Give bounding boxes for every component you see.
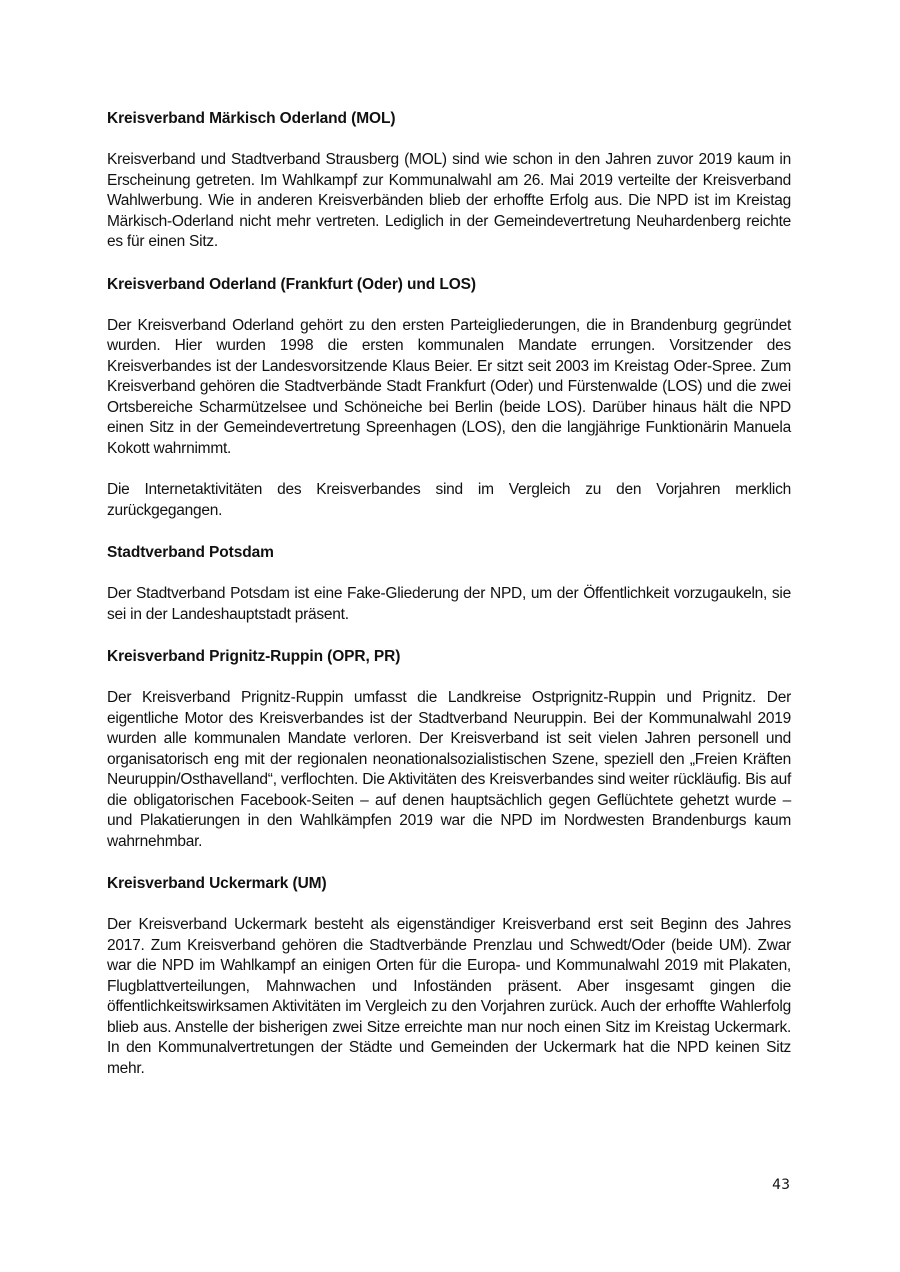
paragraph: Der Kreisverband Prignitz-Ruppin umfasst die Landkreise Ostprignitz-Ruppin und Prignitz. Der eigentliche Motor des Kreisverbandes ist der Stadtverband Neuruppin. Bei der Kommunalwahl 2019 wurden alle kommunalen Mandate verloren. Der Kreisverband ist seit vielen Jahren personell und organisatorisch eng mit der regionalen neonationalsozialistischen Szene, speziell den „Freien Kräften Neuruppin/Osthavelland“, verflochten. Die Aktivitäten des Kreisverbandes sind weiter rückläufig. Bis auf die obligatorischen Facebook-Seiten – auf denen hauptsächlich gegen Geflüchtete gehetzt wurde – und Plakatierungen in den Wahlkämpfen 2019 war die NPD im Nordwesten Brandenburgs kaum wahrnehmbar. [107,689,791,850]
paragraph: Die Internetaktivitäten des Kreisverbandes sind im Vergleich zu den Vorjahren merklich zurückgegangen. [107,481,791,519]
page-number: 43 [772,1177,790,1193]
paragraph: Der Kreisverband Uckermark besteht als eigenständiger Kreisverband erst seit Beginn des Jahres 2017. Zum Kreisverband gehören die Stadtverbände Prenzlau und Schwedt/Oder (beide UM). Zwar war die NPD im Wahlkampf an einigen Orten für die Europa- und Kommunalwahl 2019 mit Plakaten, Flugblattverteilungen, Mahnwachen und Infoständen präsent. Aber insgesamt gingen die öffentlichkeitswirksamen Aktivitäten im Vergleich zu den Vorjahren zurück. Auch der erhoffte Wahlerfolg blieb aus. Anstelle der bisherigen zwei Sitze erreichte man nur noch einen Sitz im Kreistag Uckermark. In den Kommunalvertretungen der Städte und Gemeinden der Uckermark hat die NPD keinen Sitz mehr. [107,916,791,1077]
paragraph: Kreisverband und Stadtverband Strausberg (MOL) sind wie schon in den Jahren zuvor 2019 kaum in Erscheinung getreten. Im Wahlkampf zur Kommunalwahl am 26. Mai 2019 verteilte der Kreisverband Wahlwerbung. Wie in anderen Kreisverbänden blieb der erhoffte Erfolg aus. Die NPD ist im Kreistag Märkisch-Oderland nicht mehr vertreten. Lediglich in der Gemeindevertretung Neuhardenberg reichte es für einen Sitz. [107,151,791,250]
document-body [107,108,791,1100]
paragraph: Der Stadtverband Potsdam ist eine Fake-Gliederung der NPD, um der Öffentlichkeit vorzugaukeln, sie sei in der Landeshauptstadt präsent. [107,585,791,623]
section-heading: Kreisverband Oderland (Frankfurt (Oder) und LOS) [107,275,476,293]
section-heading: Kreisverband Uckermark (UM) [107,875,327,892]
section-potsdam [107,542,791,625]
section-heading: Stadtverband Potsdam [107,544,274,561]
section-uckermark [107,873,791,1079]
section-oderland [107,274,791,522]
section-heading: Kreisverband Prignitz-Ruppin (OPR, PR) [107,648,401,665]
section-prignitz-ruppin [107,646,791,852]
section-mol [107,108,791,253]
section-heading: Kreisverband Märkisch Oderland (MOL) [107,110,396,127]
paragraph: Der Kreisverband Oderland gehört zu den ersten Parteigliederungen, die in Brandenburg gegründet wurden. Hier wurden 1998 die ersten kommunalen Mandate errungen. Vorsitzender des Kreisverbandes ist der Landesvorsitzende Klaus Beier. Er sitzt seit 2003 im Kreistag Oder-Spree. Zum Kreisverband gehören die Stadtverbände Stadt Frankfurt (Oder) und Fürstenwalde (LOS) und die zwei Ortsbereiche Scharmützelsee und Schöneiche bei Berlin (beide LOS). Darüber hinaus hält die NPD einen Sitz in der Gemeindevertretung Spreenhagen (LOS), den die langjährige Funktionärin Manuela Kokott wahrnimmt. [107,316,791,457]
